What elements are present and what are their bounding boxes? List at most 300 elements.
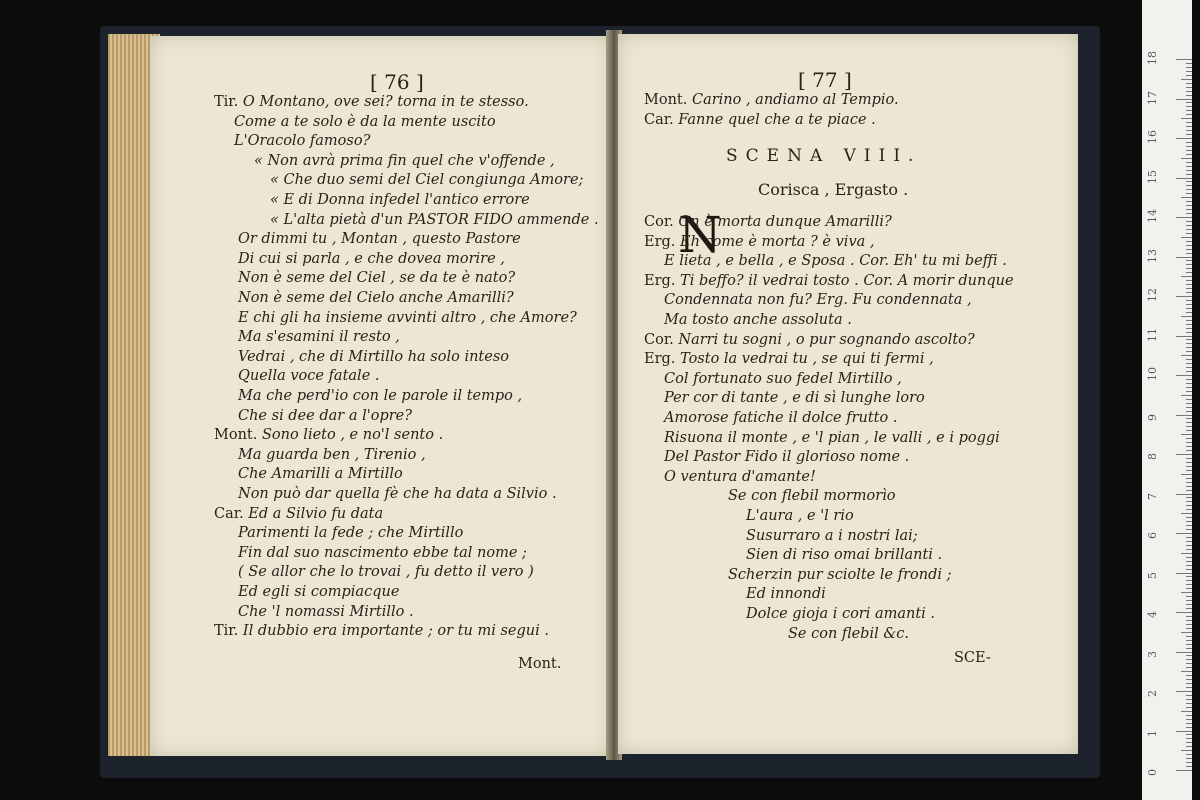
ruler-minor-tick: [1186, 521, 1192, 522]
ruler-minor-tick: [1186, 241, 1192, 242]
ruler-minor-tick: [1186, 347, 1192, 348]
drop-cap: N: [678, 206, 722, 264]
ruler-minor-tick: [1186, 130, 1192, 131]
verse-text: Non è seme del Ciel , se da te è nato?: [238, 270, 516, 287]
ruler-minor-tick: [1181, 474, 1192, 475]
verse-line: [664, 390, 925, 406]
right-page: [618, 34, 1078, 754]
speaker-label: Tir.: [214, 623, 243, 640]
verse-text: L'aura , e 'l rio: [746, 508, 854, 524]
verse-line: [270, 212, 599, 228]
ruler-minor-tick: [1186, 636, 1192, 637]
verse-line: [664, 292, 972, 308]
ruler-minor-tick: [1186, 114, 1192, 115]
ruler-minor-tick: [1186, 620, 1192, 621]
ruler-minor-tick: [1186, 122, 1192, 123]
ruler-minor-tick: [1186, 545, 1192, 546]
ruler-minor-tick: [1186, 541, 1192, 542]
ruler-minor-tick: [1181, 355, 1192, 356]
ruler-minor-tick: [1186, 387, 1192, 388]
verse-line: [214, 427, 443, 443]
verse-line: [664, 430, 1000, 446]
left-page: [150, 36, 610, 756]
ruler-minor-tick: [1186, 63, 1192, 64]
ruler-minor-tick: [1186, 126, 1192, 127]
verse-text: Narri tu sogni , o pur sognando ascolto?: [678, 331, 975, 348]
ruler-label: 17: [1146, 90, 1159, 105]
verse-text: Non può dar quella fè che ha data a Silvio .: [238, 486, 557, 502]
ruler-minor-tick: [1186, 723, 1192, 724]
ruler-minor-tick: [1186, 699, 1192, 700]
catchword: Mont.: [518, 656, 562, 672]
ruler-minor-tick: [1186, 486, 1192, 487]
ruler-minor-tick: [1186, 695, 1192, 696]
verse-line: [238, 525, 463, 541]
ruler-minor-tick: [1181, 592, 1192, 593]
ruler-minor-tick: [1186, 663, 1192, 664]
verse-text: Ti beffo? il vedrai tosto . Cor. A morir dunque: [680, 272, 1014, 289]
ruler-minor-tick: [1186, 75, 1192, 76]
ruler-minor-tick: [1186, 505, 1192, 506]
ruler-tick: [1176, 612, 1192, 613]
ruler-minor-tick: [1186, 268, 1192, 269]
ruler-minor-tick: [1186, 758, 1192, 759]
ruler-minor-tick: [1181, 395, 1192, 396]
ruler-tick: [1176, 573, 1192, 574]
ruler-minor-tick: [1186, 233, 1192, 234]
ruler-minor-tick: [1186, 332, 1192, 333]
verse-text: « E di Donna infedel l'antico errore: [270, 192, 530, 208]
ruler-minor-tick: [1186, 600, 1192, 601]
ruler-minor-tick: [1186, 411, 1192, 412]
ruler-minor-tick: [1186, 446, 1192, 447]
ruler-minor-tick: [1186, 225, 1192, 226]
ruler-minor-tick: [1181, 316, 1192, 317]
speaker-label: Cor.: [644, 214, 679, 230]
ruler-minor-tick: [1181, 158, 1192, 159]
ruler-minor-tick: [1186, 580, 1192, 581]
verse-line: [238, 231, 521, 247]
verse-line: [238, 466, 403, 482]
ruler-minor-tick: [1186, 260, 1192, 261]
verse-line: [238, 545, 527, 561]
ruler-minor-tick: [1186, 162, 1192, 163]
ruler-minor-tick: [1186, 675, 1192, 676]
verse-line: [214, 94, 529, 110]
ruler-tick: [1176, 415, 1192, 416]
verse-line: [238, 584, 399, 600]
verse-text: « L'alta pietà d'un PASTOR FIDO ammende .: [270, 211, 599, 228]
ruler-label: 16: [1146, 130, 1159, 144]
verse-line: [238, 486, 557, 502]
ruler-minor-tick: [1186, 146, 1192, 147]
speaker-label: Erg.: [644, 351, 681, 368]
ruler-minor-tick: [1186, 422, 1192, 423]
verse-line: [728, 488, 896, 504]
verse-text: Parimenti la fede ; che Mirtillo: [238, 525, 464, 542]
ruler-minor-tick: [1186, 403, 1192, 404]
verse-line: [664, 469, 816, 485]
ruler-minor-tick: [1186, 245, 1192, 246]
catchword: SCE-: [954, 650, 991, 666]
ruler-minor-tick: [1186, 399, 1192, 400]
verse-line: [644, 234, 875, 250]
ruler-minor-tick: [1186, 450, 1192, 451]
ruler-tick: [1176, 652, 1192, 653]
ruler-tick: [1176, 494, 1192, 495]
ruler-minor-tick: [1186, 640, 1192, 641]
ruler-minor-tick: [1186, 588, 1192, 589]
ruler-label: 7: [1146, 492, 1159, 500]
verse-line: [238, 408, 412, 424]
ruler-minor-tick: [1186, 608, 1192, 609]
ruler-minor-tick: [1186, 584, 1192, 585]
verse-text: Non è seme del Cielo anche Amarilli?: [238, 290, 514, 306]
ruler-minor-tick: [1186, 648, 1192, 649]
verse-line: [270, 172, 583, 188]
ruler-label: 9: [1146, 413, 1159, 421]
verse-line: [238, 329, 400, 345]
ruler-tick: [1176, 454, 1192, 455]
ruler-minor-tick: [1186, 616, 1192, 617]
ruler-minor-tick: [1181, 632, 1192, 633]
verse-line: [238, 564, 534, 580]
ruler-minor-tick: [1186, 193, 1192, 194]
verse-text: Susurraro a i nostri lai;: [746, 527, 918, 544]
verse-text: Amorose fatiche il dolce frutto .: [664, 410, 898, 426]
ruler-minor-tick: [1186, 320, 1192, 321]
ruler-minor-tick: [1186, 280, 1192, 281]
verse-text: Per cor di tante , e di sì lunghe loro: [664, 390, 925, 407]
ruler-label: 13: [1146, 248, 1159, 263]
ruler-minor-tick: [1186, 715, 1192, 716]
verse-text: Il dubbio era importante ; or tu mi segui .: [242, 623, 549, 640]
verse-text: Sono lieto , e no'l sento .: [261, 427, 444, 444]
ruler-minor-tick: [1181, 711, 1192, 712]
ruler-minor-tick: [1186, 379, 1192, 380]
ruler-minor-tick: [1186, 490, 1192, 491]
speaker-label: Car.: [644, 112, 679, 128]
ruler-minor-tick: [1186, 83, 1192, 84]
scene-title: SCENA VIII.: [726, 146, 922, 166]
speaker-label: Tir.: [214, 94, 243, 110]
ruler-minor-tick: [1186, 470, 1192, 471]
verse-text: L'Oracolo famoso?: [234, 133, 371, 150]
verse-text: Ma s'esamini il resto ,: [238, 329, 400, 346]
verse-line: [644, 92, 899, 108]
verse-text: Che Amarilli a Mirtillo: [238, 466, 403, 483]
verse-text: Se con flebil mormorìo: [728, 488, 896, 505]
ruler-minor-tick: [1186, 288, 1192, 289]
ruler-minor-tick: [1186, 501, 1192, 502]
verse-text: Che si dee dar a l'opre?: [238, 407, 413, 424]
verse-text: E chi gli ha insieme avvinti altro , che Amore?: [238, 309, 577, 326]
verse-text: Ed innondi: [746, 586, 826, 603]
ruler-minor-tick: [1186, 304, 1192, 305]
verse-line: [238, 270, 515, 286]
speaker-label: Car.: [214, 505, 249, 522]
ruler-minor-tick: [1186, 727, 1192, 728]
ruler-minor-tick: [1186, 142, 1192, 143]
ruler-minor-tick: [1186, 272, 1192, 273]
ruler-label: 18: [1146, 51, 1159, 65]
ruler-minor-tick: [1186, 687, 1192, 688]
verse-text: Fanne quel che a te piace .: [678, 112, 876, 128]
ruler-label: 12: [1146, 288, 1159, 302]
verse-text: Fin dal suo nascimento ebbe tal nome ;: [238, 544, 527, 561]
ruler-minor-tick: [1181, 237, 1192, 238]
verse-text: Che 'l nomassi Mirtillo .: [238, 603, 414, 620]
verse-line: [238, 604, 414, 620]
verse-line: [788, 626, 909, 642]
speaker-label: Cor.: [644, 331, 679, 348]
ruler-tick: [1176, 59, 1192, 60]
verse-text: O ventura d'amante!: [664, 468, 816, 485]
ruler-minor-tick: [1186, 221, 1192, 222]
ruler-minor-tick: [1186, 655, 1192, 656]
ruler-minor-tick: [1186, 644, 1192, 645]
ruler-label: 11: [1146, 327, 1159, 342]
speaker-label: Erg.: [644, 272, 681, 289]
ruler-minor-tick: [1186, 367, 1192, 368]
verse-line: [238, 290, 514, 306]
ruler-minor-tick: [1186, 166, 1192, 167]
verse-text: Ma guarda ben , Tirenio ,: [238, 446, 426, 463]
ruler-minor-tick: [1186, 754, 1192, 755]
ruler-label: 15: [1146, 169, 1159, 184]
ruler-minor-tick: [1186, 95, 1192, 96]
verse-line: [644, 351, 934, 367]
verse-text: Scherzin pur sciolte le frondi ;: [728, 566, 952, 583]
ruler-minor-tick: [1186, 738, 1192, 739]
ruler-minor-tick: [1186, 264, 1192, 265]
verse-line: [746, 606, 935, 622]
verse-line: [746, 528, 918, 544]
verse-text: Come a te solo è da la mente uscito: [234, 113, 496, 130]
ruler-minor-tick: [1186, 418, 1192, 419]
ruler-minor-tick: [1186, 426, 1192, 427]
ruler-minor-tick: [1186, 561, 1192, 562]
ruler-minor-tick: [1186, 253, 1192, 254]
ruler-minor-tick: [1186, 134, 1192, 135]
ruler-minor-tick: [1186, 628, 1192, 629]
ruler-minor-tick: [1186, 497, 1192, 498]
scene-characters: Corisca , Ergasto .: [758, 180, 909, 199]
ruler-minor-tick: [1186, 71, 1192, 72]
ruler-minor-tick: [1186, 525, 1192, 526]
verse-line: [238, 251, 505, 267]
ruler-minor-tick: [1186, 383, 1192, 384]
ruler-tick: [1176, 138, 1192, 139]
verse-text: Quella voce fatale .: [238, 368, 380, 385]
ruler-minor-tick: [1186, 249, 1192, 250]
verse-line: [238, 349, 509, 365]
ruler-minor-tick: [1181, 197, 1192, 198]
ruler-minor-tick: [1186, 719, 1192, 720]
ruler-minor-tick: [1186, 596, 1192, 597]
ruler-minor-tick: [1186, 604, 1192, 605]
ruler-minor-tick: [1186, 703, 1192, 704]
ruler-minor-tick: [1186, 91, 1192, 92]
verse-text: « Non avrà prima fin quel che v'offende ,: [254, 152, 555, 169]
verse-text: Ma che perd'io con le parole il tempo ,: [238, 388, 523, 404]
ruler-tick: [1176, 770, 1192, 771]
verse-text: Risuona il monte , e 'l pian , le valli , e i poggi: [664, 429, 1000, 446]
ruler-minor-tick: [1186, 569, 1192, 570]
ruler-minor-tick: [1186, 576, 1192, 577]
ruler-minor-tick: [1186, 742, 1192, 743]
ruler-minor-tick: [1186, 462, 1192, 463]
ruler-tick: [1176, 99, 1192, 100]
verse-line: [234, 114, 496, 130]
verse-text: O Montano, ove sei? torna in te stesso.: [242, 94, 529, 110]
ruler-minor-tick: [1186, 707, 1192, 708]
verse-line: [664, 410, 897, 426]
ruler-minor-tick: [1186, 458, 1192, 459]
ruler-minor-tick: [1186, 517, 1192, 518]
speaker-label: Mont.: [214, 427, 262, 444]
ruler-minor-tick: [1181, 118, 1192, 119]
ruler-minor-tick: [1186, 659, 1192, 660]
ruler-minor-tick: [1186, 359, 1192, 360]
verse-text: Se con flebil &c.: [788, 625, 909, 642]
ruler-minor-tick: [1186, 371, 1192, 372]
ruler-label: 8: [1146, 453, 1159, 460]
verse-text: Condennata non fu? Erg. Fu condennata ,: [664, 292, 972, 309]
ruler-minor-tick: [1186, 537, 1192, 538]
verse-text: Tosto la vedrai tu , se qui ti fermi ,: [680, 351, 934, 368]
ruler-minor-tick: [1186, 482, 1192, 483]
verse-line: [214, 506, 383, 522]
ruler-minor-tick: [1186, 442, 1192, 443]
ruler-minor-tick: [1181, 750, 1192, 751]
ruler-minor-tick: [1186, 170, 1192, 171]
ruler-label: 10: [1146, 367, 1159, 381]
ruler-label: 6: [1146, 532, 1159, 539]
ruler-minor-tick: [1186, 300, 1192, 301]
ruler-minor-tick: [1186, 683, 1192, 684]
verse-text: Del Pastor Fido il glorioso nome .: [664, 449, 910, 466]
ruler-minor-tick: [1186, 746, 1192, 747]
ruler-minor-tick: [1186, 308, 1192, 309]
ruler-label: 0: [1146, 769, 1159, 776]
ruler-tick: [1176, 533, 1192, 534]
ruler-minor-tick: [1186, 185, 1192, 186]
ruler-minor-tick: [1186, 351, 1192, 352]
verse-line: [746, 586, 826, 602]
ruler-minor-tick: [1186, 667, 1192, 668]
ruler-minor-tick: [1186, 509, 1192, 510]
ruler-minor-tick: [1186, 624, 1192, 625]
ruler-minor-tick: [1186, 87, 1192, 88]
speaker-label: Erg.: [644, 233, 681, 250]
ruler-tick: [1176, 336, 1192, 337]
ruler-label: 5: [1146, 571, 1159, 579]
ruler-minor-tick: [1186, 734, 1192, 735]
ruler-minor-tick: [1186, 110, 1192, 111]
verse-line: [746, 547, 942, 563]
verse-text: E lieta , e bella , e Sposa . Cor. Eh' tu mi beffi .: [664, 253, 1007, 270]
verse-line: [664, 253, 1007, 269]
ruler-tick: [1176, 375, 1192, 376]
verse-line: [238, 388, 522, 404]
speaker-label: Mont.: [644, 92, 692, 108]
verse-line: [644, 332, 975, 348]
verse-line: [238, 447, 426, 463]
verse-line: [746, 508, 854, 524]
verse-line: [270, 192, 530, 208]
ruler-tick: [1176, 296, 1192, 297]
verse-text: Vedrai , che di Mirtillo ha solo inteso: [238, 348, 510, 365]
verse-text: Col fortunato suo fedel Mirtillo ,: [664, 370, 902, 387]
verse-text: On è morta dunque Amarilli?: [678, 214, 892, 230]
ruler-minor-tick: [1186, 209, 1192, 210]
ruler-minor-tick: [1186, 407, 1192, 408]
ruler-minor-tick: [1186, 679, 1192, 680]
verse-line: [234, 133, 370, 149]
ruler-label: 3: [1146, 650, 1159, 658]
ruler-minor-tick: [1186, 529, 1192, 530]
ruler-minor-tick: [1186, 292, 1192, 293]
verse-line: [644, 273, 1014, 289]
ruler-minor-tick: [1186, 102, 1192, 103]
ruler-minor-tick: [1186, 205, 1192, 206]
verse-text: ( Se allor che lo trovai , fu detto il vero ): [238, 564, 534, 581]
measuring-ruler: [1142, 0, 1192, 800]
verse-line: [238, 368, 380, 384]
ruler-minor-tick: [1186, 229, 1192, 230]
ruler-minor-tick: [1181, 671, 1192, 672]
ruler-minor-tick: [1186, 438, 1192, 439]
ruler-minor-tick: [1186, 328, 1192, 329]
ruler-minor-tick: [1186, 312, 1192, 313]
verse-line: [644, 214, 892, 230]
verse-line: [664, 312, 852, 328]
ruler-label: 4: [1146, 611, 1159, 618]
ruler-label: 2: [1146, 690, 1159, 697]
ruler-minor-tick: [1186, 343, 1192, 344]
ruler-minor-tick: [1186, 339, 1192, 340]
verse-line: [664, 449, 909, 465]
ruler-tick: [1176, 217, 1192, 218]
verse-text: Or dimmi tu , Montan , questo Pastore: [238, 231, 521, 248]
ruler-minor-tick: [1186, 174, 1192, 175]
ruler-minor-tick: [1186, 466, 1192, 467]
page-number: [ 77 ]: [798, 68, 852, 92]
verse-line: [254, 153, 555, 169]
ruler-tick: [1176, 691, 1192, 692]
ruler-minor-tick: [1186, 324, 1192, 325]
ruler-minor-tick: [1186, 150, 1192, 151]
ruler-minor-tick: [1186, 430, 1192, 431]
ruler-minor-tick: [1186, 766, 1192, 767]
verse-text: Eh come è morta ? è viva ,: [680, 233, 875, 250]
ruler-minor-tick: [1186, 67, 1192, 68]
ruler-tick: [1176, 731, 1192, 732]
ruler-tick: [1176, 178, 1192, 179]
ruler-label: 14: [1146, 209, 1159, 223]
verse-line: [238, 310, 577, 326]
ruler-tick: [1176, 257, 1192, 258]
verse-line: [664, 371, 902, 387]
ruler-minor-tick: [1186, 189, 1192, 190]
ruler-minor-tick: [1186, 284, 1192, 285]
ruler-minor-tick: [1186, 549, 1192, 550]
ruler-minor-tick: [1186, 363, 1192, 364]
ruler-label: 1: [1146, 729, 1159, 737]
ruler-minor-tick: [1186, 762, 1192, 763]
verse-line: [214, 623, 549, 639]
